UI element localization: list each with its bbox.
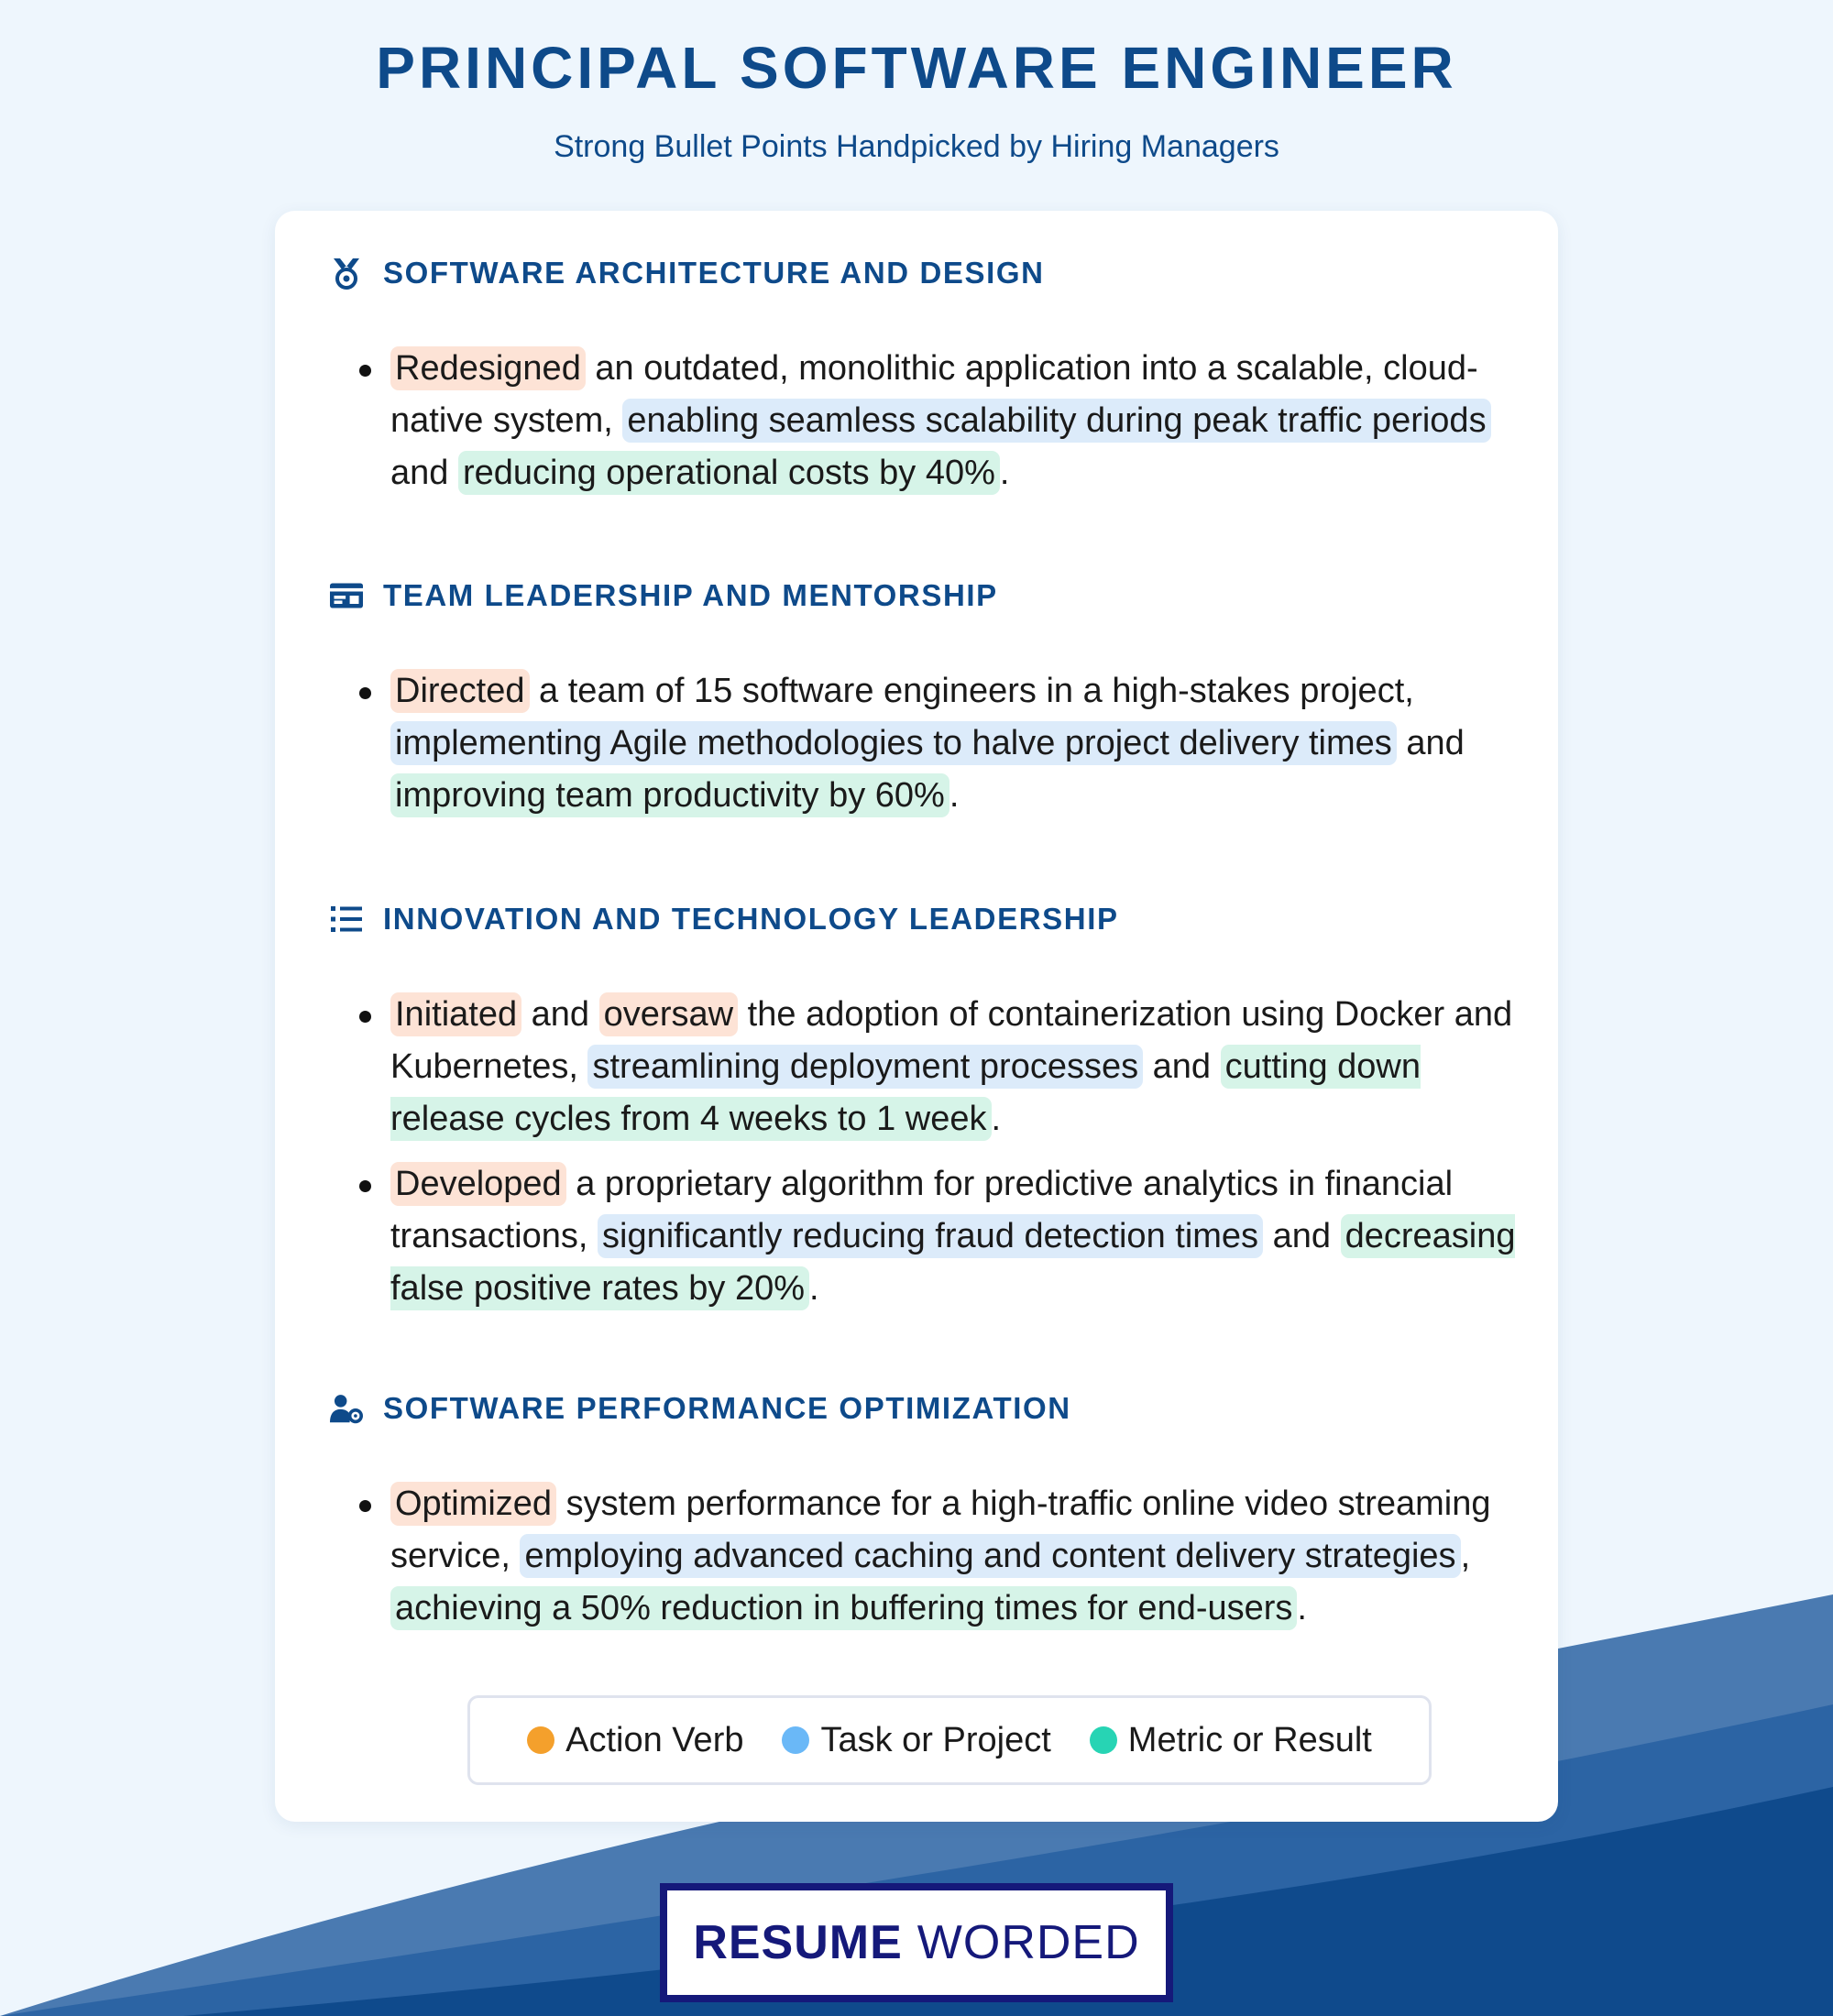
section-heading	[330, 251, 1540, 295]
page-subtitle: Strong Bullet Points Handpicked by Hiring Managers	[554, 129, 1279, 164]
resume-card	[275, 211, 1558, 1822]
bullet-text: .	[991, 1100, 1002, 1138]
bullet-text: a team of 15 software engineers in a high-stakes project,	[529, 672, 1414, 710]
legend-label: Action Verb	[565, 1720, 744, 1759]
legend-item-action-verb	[527, 1721, 743, 1760]
legend-item-task-or-project	[782, 1721, 1050, 1760]
bullet-text: a proprietary algorithm for predictive analytics in financial transactions,	[390, 1165, 1454, 1255]
section-heading	[330, 1386, 1540, 1430]
bullet-text: the adoption of containerization using Docker and Kubernetes,	[390, 995, 1513, 1086]
medal-icon	[330, 257, 363, 290]
page-header	[0, 31, 1833, 165]
task-highlight: streamlining deployment processes	[587, 1045, 1143, 1089]
resume-worded-logo	[660, 1883, 1173, 2002]
teal-dot-icon	[1090, 1726, 1117, 1754]
action-verb-highlight: Redesigned	[390, 346, 586, 390]
action-verb-highlight: Initiated	[390, 992, 521, 1036]
metric-highlight: cutting down release cycles from 4 weeks to 1 week	[390, 1045, 1421, 1141]
legend-item-metric-or-result	[1090, 1721, 1372, 1760]
id-card-icon	[330, 579, 363, 612]
task-highlight: implementing Agile methodologies to halve project delivery times	[390, 721, 1397, 765]
metric-highlight: reducing operational costs by 40%	[458, 451, 1000, 495]
bullet-text: and	[1263, 1217, 1341, 1255]
metric-highlight: improving team productivity by 60%	[390, 773, 949, 817]
bullet-item	[330, 1158, 1540, 1315]
bullet-item	[330, 989, 1540, 1145]
bullet-text: ,	[1460, 1537, 1471, 1575]
bullet-text: system performance for a high-traffic online video streaming service,	[390, 1485, 1491, 1575]
bullet-text: .	[1297, 1589, 1307, 1627]
section-heading	[330, 574, 1540, 618]
bullet-list	[330, 989, 1540, 1315]
task-highlight: enabling seamless scalability during peak traffic periods	[622, 399, 1490, 443]
metric-highlight: decreasing false positive rates by 20%	[390, 1214, 1515, 1310]
legend-label: Task or Project	[820, 1720, 1051, 1759]
section-software-architecture	[330, 251, 1540, 512]
bullet-list	[330, 665, 1540, 822]
bullet-text: and	[390, 454, 458, 492]
blue-dot-icon	[782, 1726, 809, 1754]
section-title: TEAM LEADERSHIP AND MENTORSHIP	[383, 578, 998, 612]
bullet-list	[330, 1478, 1540, 1635]
section-heading	[330, 897, 1540, 941]
orange-dot-icon	[527, 1726, 554, 1754]
brand-bold-text: RESUME	[693, 1916, 903, 1969]
page-title: PRINCIPAL SOFTWARE ENGINEER	[376, 35, 1457, 101]
section-team-leadership	[330, 574, 1540, 835]
bullet-item	[330, 343, 1540, 499]
bullet-item	[330, 1478, 1540, 1635]
list-icon	[330, 903, 363, 936]
metric-highlight: achieving a 50% reduction in buffering times for end-users	[390, 1586, 1297, 1630]
bullet-list	[330, 343, 1540, 499]
action-verb-highlight: Directed	[390, 669, 530, 713]
bullet-text: and	[1143, 1047, 1221, 1086]
bullet-text: and	[521, 995, 599, 1034]
section-innovation-leadership	[330, 897, 1540, 1328]
section-title: SOFTWARE PERFORMANCE OPTIMIZATION	[383, 1391, 1071, 1425]
section-title: SOFTWARE ARCHITECTURE AND DESIGN	[383, 256, 1045, 290]
action-verb-highlight: oversaw	[599, 992, 739, 1036]
bullet-text: .	[809, 1269, 819, 1308]
bullet-text: an outdated, monolithic application into a scalable, cloud-native system,	[390, 349, 1478, 440]
section-performance-optimization	[330, 1386, 1540, 1648]
action-verb-highlight: Developed	[390, 1162, 566, 1206]
user-gear-icon	[330, 1392, 363, 1425]
legend-label: Metric or Result	[1127, 1720, 1372, 1759]
action-verb-highlight: Optimized	[390, 1482, 556, 1526]
bullet-text: .	[999, 454, 1010, 492]
task-highlight: significantly reducing fraud detection times	[598, 1214, 1263, 1258]
task-highlight: employing advanced caching and content delivery strategies	[520, 1534, 1460, 1578]
bullet-text: and	[1396, 724, 1465, 762]
highlight-legend	[467, 1695, 1432, 1785]
brand-light-text: WORDED	[916, 1916, 1140, 1969]
bullet-item	[330, 665, 1540, 822]
section-title: INNOVATION AND TECHNOLOGY LEADERSHIP	[383, 902, 1119, 936]
bullet-text: .	[949, 776, 960, 815]
